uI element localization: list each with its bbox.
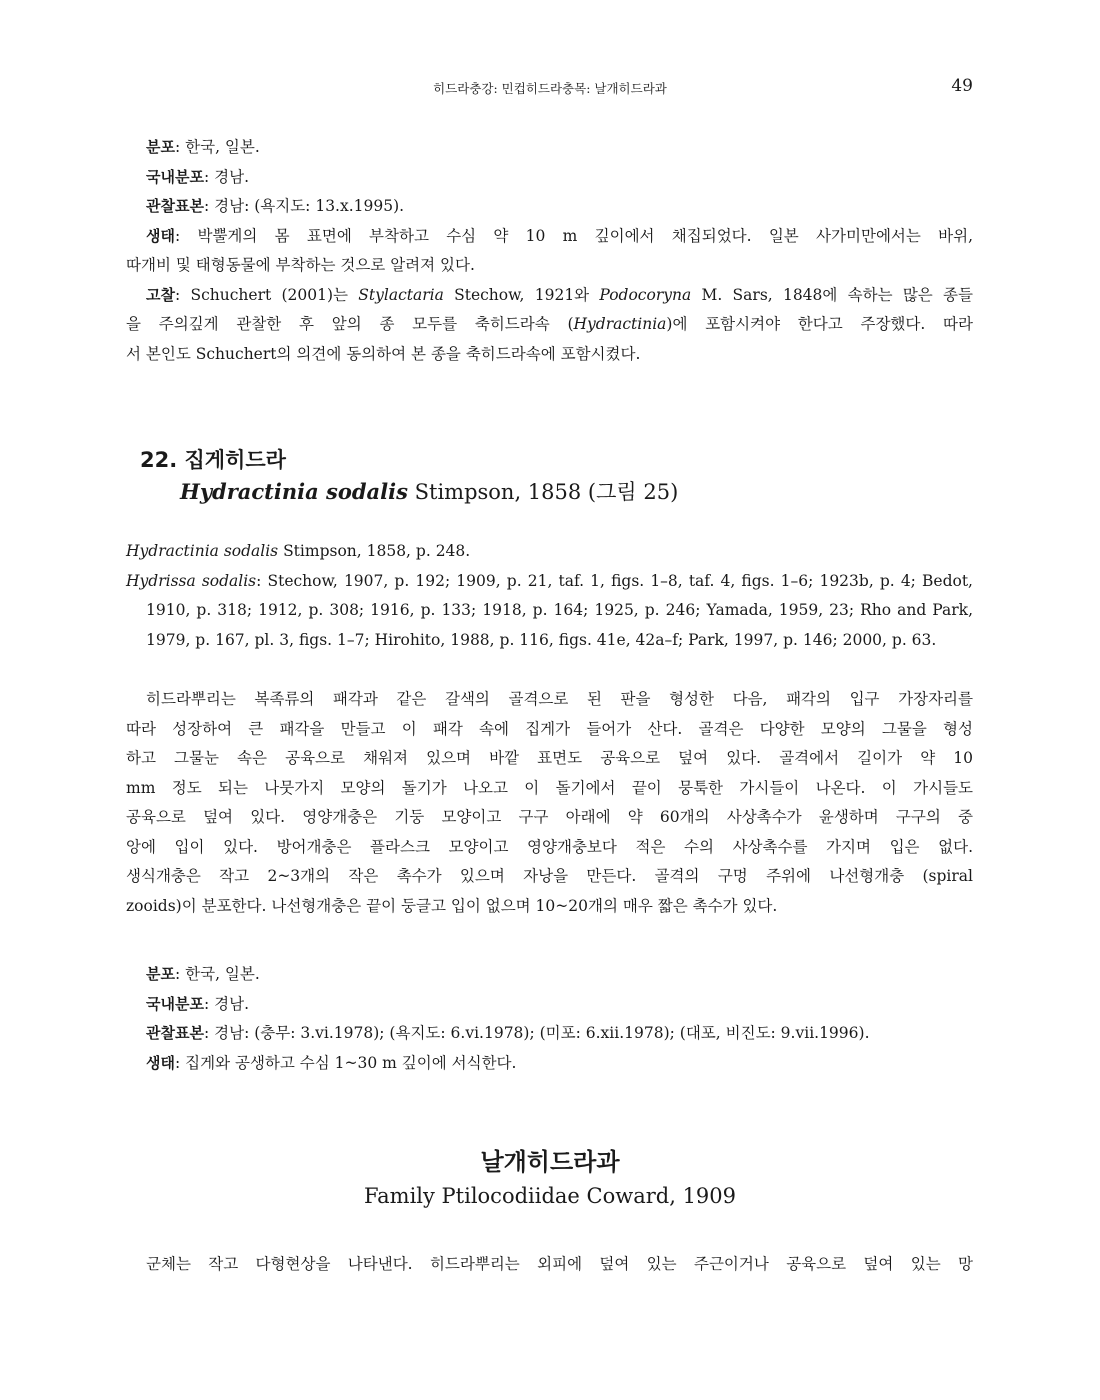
distribution-label: 분포 <box>146 965 175 983</box>
genus-stylactaria: Stylactaria <box>358 285 444 304</box>
specimens-text: : 경남: (욕지도: 13.x.1995). <box>203 197 405 215</box>
description-line: mm 정도 되는 나뭇가지 모양의 돌기가 나오고 이 돌기에서 끝이 뭉툭한 가시들이 나온다. 이 가시들도 <box>126 778 973 797</box>
synonym-citation: : Stechow, 1907, p. 192; 1909, p. 21, taf. 1, figs. 1–8, taf. 4, figs. 1–6; 1923b, p. 4; Bedot, <box>256 571 973 590</box>
specimens-label: 관찰표본 <box>146 197 204 215</box>
description-line: zooids)이 분포한다. 나선형개충은 끝이 둥글고 입이 없으며 10~20개의 매우 짧은 촉수가 있다. <box>126 896 778 915</box>
domestic-distribution-text: : 경남. <box>203 994 249 1013</box>
species-scientific-name: Hydractinia sodalis <box>180 479 408 504</box>
ecology-label: 생태 <box>146 226 175 245</box>
family-heading <box>0 1144 1100 1212</box>
domestic-distribution-label: 국내분포 <box>146 994 204 1013</box>
species-heading <box>140 444 940 508</box>
description-line: 생식개충은 작고 2~3개의 작은 촉수가 있으며 자낭을 만든다. 골격의 구멍 주위에 나선형개충 (spiral <box>126 867 973 885</box>
family-intro-line: 군체는 작고 다형현상을 나타낸다. 히드라뿌리는 외피에 덮여 있는 주근이거나 공육으로 덮여 있는 망 <box>146 1255 973 1273</box>
synonymy-list <box>126 537 973 655</box>
species-number-korean: 22. 집게히드라 <box>140 448 286 472</box>
remarks-label: 고찰 <box>146 285 175 304</box>
synonym-name: Hydractinia sodalis <box>126 542 279 560</box>
genus-podocoryna: Podocoryna <box>599 285 692 304</box>
synonym-citation: Stimpson, 1858, p. 248. <box>278 542 471 560</box>
distribution-label: 분포 <box>146 138 175 156</box>
ecology-text: : 집게와 공생하고 수심 1~30 m 깊이에 서식한다. <box>174 1053 517 1072</box>
synonymy-entry <box>126 537 973 567</box>
description-paragraph <box>126 685 973 921</box>
remarks-line-2 <box>126 310 973 340</box>
ecology-label: 생태 <box>146 1053 175 1072</box>
species-scientific-line <box>140 476 940 508</box>
genus-hydractinia: Hydractinia <box>573 315 667 333</box>
remarks-line <box>126 281 973 311</box>
specimens-line <box>126 192 973 222</box>
ecology-line <box>126 222 973 252</box>
specimens-line <box>126 1019 973 1049</box>
domestic-distribution-line <box>126 990 973 1020</box>
remarks-text-b: Stechow, 1921와 <box>443 285 600 304</box>
family-intro-paragraph <box>126 1250 973 1280</box>
remarks-text-c: M. Sars, 1848에 속하는 많은 종들 <box>691 285 973 304</box>
species-notes <box>126 960 973 1078</box>
remarks-text-a: : Schuchert (2001)는 <box>174 285 359 304</box>
distribution-line <box>126 960 973 990</box>
synonym-name: Hydrissa sodalis <box>126 571 257 590</box>
synonymy-continuation: 1979, p. 167, pl. 3, figs. 1–7; Hirohito, 1988, p. 116, figs. 41e, 42a–f; Park, 1997, p. 146; 2000, p. 63. <box>146 630 937 649</box>
previous-species-notes <box>126 133 973 369</box>
remarks-line2-a: 을 주의깊게 관찰한 후 앞의 종 모두를 축히드라속 ( <box>126 315 574 333</box>
domestic-distribution-text: : 경남. <box>203 167 249 186</box>
distribution-line <box>126 133 973 163</box>
description-line: 따라 성장하여 큰 패각을 만들고 이 패각 속에 집게가 들어가 산다. 골격은 다양한 모양의 그물을 형성 <box>126 719 973 738</box>
ecology-line-2: 따개비 및 태형동물에 부착하는 것으로 알려져 있다. <box>126 256 475 274</box>
remarks-line-3: 서 본인도 Schuchert의 의견에 동의하여 본 종을 축히드라속에 포함시켰다. <box>126 344 641 363</box>
ecology-line <box>126 1049 973 1079</box>
description-line: 하고 그물눈 속은 공육으로 채워져 있으며 바깥 표면도 공육으로 덮여 있다. 골격에서 길이가 약 10 <box>126 749 973 767</box>
specimens-label: 관찰표본 <box>146 1024 204 1042</box>
specimens-text: : 경남: (충무: 3.vi.1978); (욕지도: 6.vi.1978); (미포: 6.xii.1978); (대포, 비진도: 9.vii.1996). <box>203 1024 870 1042</box>
running-header <box>0 76 1100 98</box>
distribution-text: : 한국, 일본. <box>174 965 260 983</box>
description-line: 공육으로 덮여 있다. 영양개충은 기둥 모양이고 구구 아래에 약 60개의 사상촉수가 윤생하며 구구의 중 <box>126 808 973 826</box>
species-authority: Stimpson, 1858 (그림 25) <box>407 480 679 504</box>
domestic-distribution-line <box>126 163 973 193</box>
page-number: 49 <box>951 76 973 96</box>
family-name-scientific: Family Ptilocodiidae Coward, 1909 <box>363 1184 737 1208</box>
description-line: 히드라뿌리는 복족류의 패각과 같은 갈색의 골격으로 된 판을 형성한 다음, 패각의 입구 가장자리를 <box>146 690 973 708</box>
family-name-korean: 날개히드라과 <box>480 1148 620 1176</box>
ecology-text: : 박뿔게의 몸 표면에 부착하고 수심 약 10 m 깊이에서 채집되었다. 일본 사가미만에서는 바위, <box>174 226 973 245</box>
running-title: 히드라충강: 민컵히드라충목: 날개히드라과 <box>433 81 667 96</box>
synonymy-continuation: 1910, p. 318; 1912, p. 308; 1916, p. 133; 1918, p. 164; 1925, p. 246; Yamada, 1959, 23; Rho and Park, <box>146 601 973 619</box>
remarks-line2-b: )에 포함시켜야 한다고 주장했다. 따라 <box>666 315 973 333</box>
distribution-text: : 한국, 일본. <box>174 138 260 156</box>
description-line: 앙에 입이 있다. 방어개충은 플라스크 모양이고 영양개충보다 적은 수의 사상촉수를 가지며 입은 없다. <box>126 837 973 856</box>
synonymy-entry <box>126 567 973 597</box>
domestic-distribution-label: 국내분포 <box>146 167 204 186</box>
